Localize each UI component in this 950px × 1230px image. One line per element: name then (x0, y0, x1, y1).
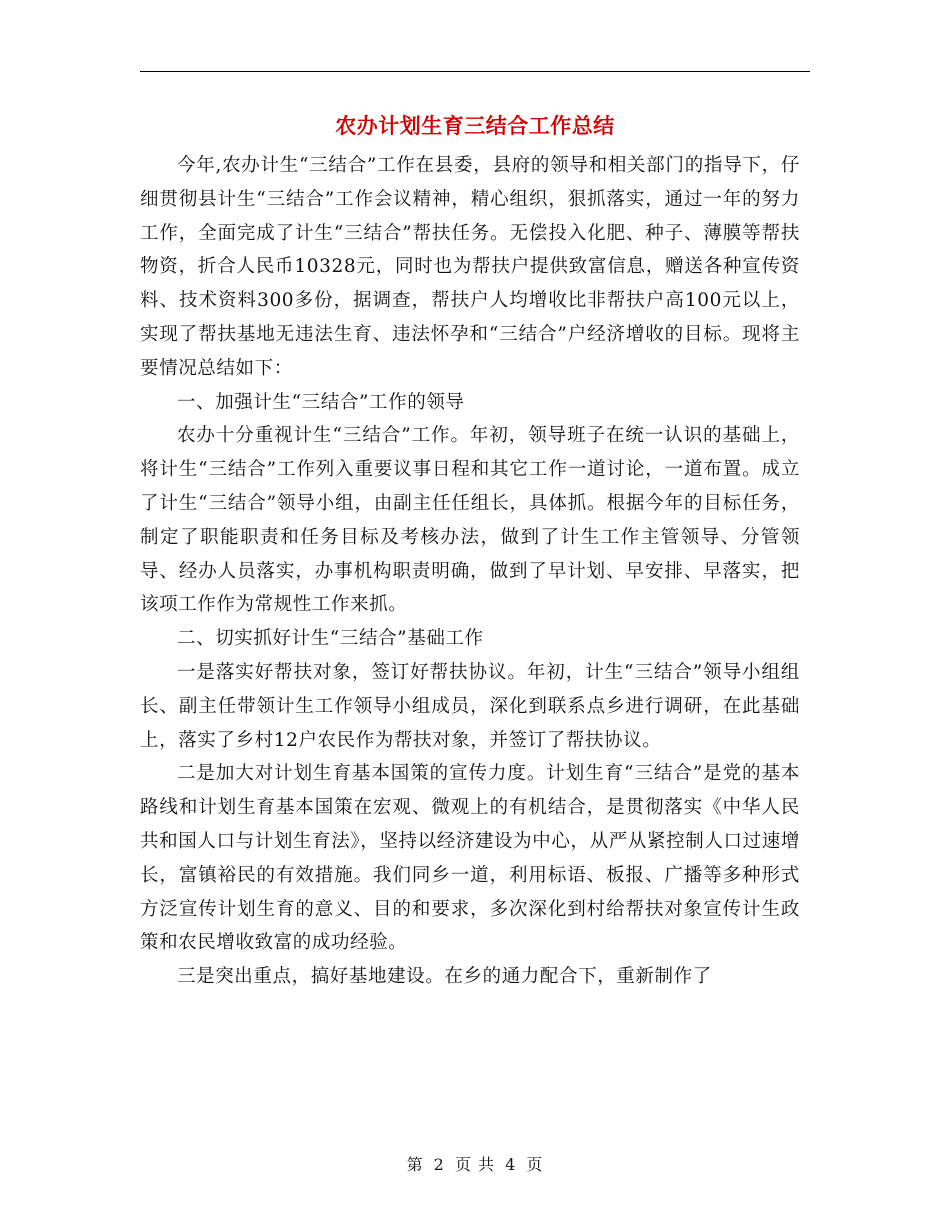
document-body (140, 149, 800, 994)
paragraph-point-1: 一是落实好帮扶对象，签订好帮扶协议。年初，计生“三结合”领导小组组长、副主任带领计生工作领导小组成员，深化到联系点乡进行调研，在此基础上，落实了乡村12户农民作为帮扶对象，并签订了帮扶协议。 (140, 661, 800, 751)
page-total-number: 4 (505, 1155, 517, 1174)
page-current-number: 2 (433, 1155, 445, 1174)
section-heading-2: 二、切实抓好计生“三结合”基础工作 (177, 628, 484, 650)
page-label-mid: 页 共 (454, 1155, 496, 1174)
paragraph-point-2: 二是加大对计划生育基本国策的宣传力度。计划生育“三结合”是党的基本路线和计划生育基本国策在宏观、微观上的有机结合，是贯彻落实《中华人民共和国人口与计划生育法》，坚持以经济建设为中心，从严从紧控制人口过速增长，富镇裕民的有效措施。我们同乡一道，利用标语、板报、广播等多种形式方泛宣传计划生育的意义、目的和要求，多次深化到村给帮扶对象宣传计生政策和农民增收致富的成功经验。 (140, 763, 800, 954)
paragraph-point-3: 三是突出重点，搞好基地建设。在乡的通力配合下，重新制作了 (177, 966, 712, 988)
section-heading-1: 一、加强计生“三结合”工作的领导 (177, 391, 465, 413)
header-rule (140, 71, 810, 72)
page-label-prefix: 第 (406, 1155, 424, 1174)
paragraph-intro: 今年,农办计生“三结合”工作在县委，县府的领导和相关部门的指导下，仔细贯彻县计生“三结合”工作会议精神，精心组织，狠抓落实，通过一年的努力工作，全面完成了计生“三结合”帮扶任务。无偿投入化肥、种子、薄膜等帮扶物资，折合人民币10328元，同时也为帮扶户提供致富信息，赠送各种宣传资料、技术资料300多份，据调查，帮扶户人均增收比非帮扶户高100元以上，实现了帮扶基地无违法生育、违法怀孕和“三结合”户经济增收的目标。现将主要情况总结如下： (140, 155, 800, 379)
page-footer (0, 1153, 950, 1177)
paragraph-leadership: 农办十分重视计生“三结合”工作。年初，领导班子在统一认识的基础上，将计生“三结合”工作列入重要议事日程和其它工作一道讨论，一道布置。成立了计生“三结合”领导小组，由副主任任组长，具体抓。根据今年的目标任务，制定了职能职责和任务目标及考核办法，做到了计生工作主管领导、分管领导、经办人员落实，办事机构职责明确，做到了早计划、早安排、早落实，把该项工作作为常规性工作来抓。 (140, 425, 800, 616)
document-title: 农办计划生育三结合工作总结 (335, 113, 615, 138)
page-label-suffix: 页 (526, 1155, 544, 1174)
